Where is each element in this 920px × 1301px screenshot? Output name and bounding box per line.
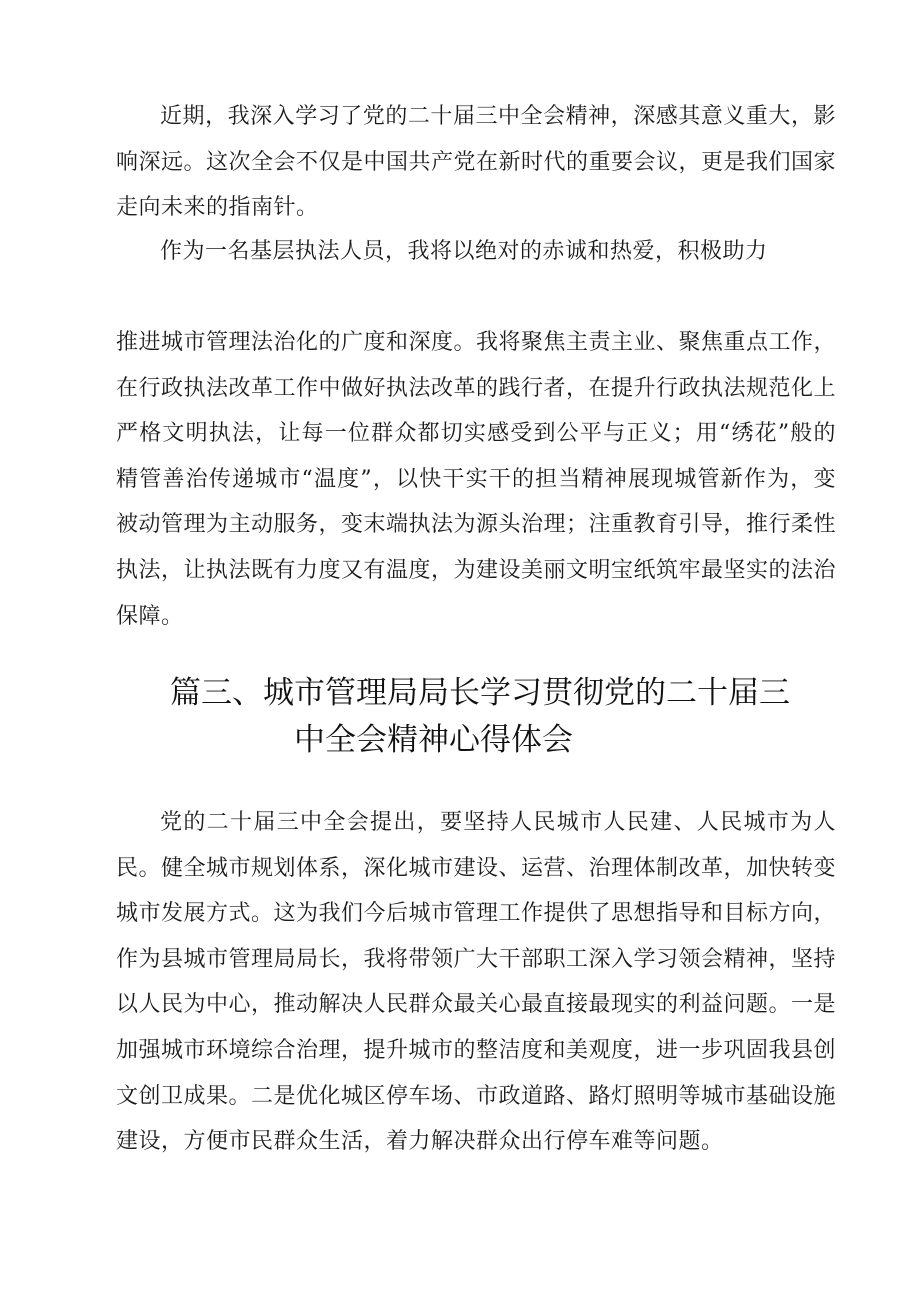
- paragraph-commitment: 推进城市管理法治化的广度和深度。我将聚焦主责主业、聚焦重点工作，在行政执法改革工作中做好执法改革的践行者，在提升行政执法规范化上严格文明执法，让每一位群众都切实感受到公平与正义；用“绣花”般的精管善治传递城市“温度”，以快干实干的担当精神展现城管新作为，变被动管理为主动服务，变末端执法为源头治理；注重教育引导，推行柔性执法，让执法既有力度又有温度，为建设美丽文明宝纸筑牢最坚实的法治保障。: [116, 330, 837, 629]
- section-heading-line-1: 篇三、城市管理局局长学习贯彻党的二十届三: [170, 675, 790, 711]
- paragraph-role: 作为一名基层执法人员，我将以绝对的赤诚和热爱，积极助力: [160, 239, 768, 264]
- section-heading-line-2: 中全会精神心得体会: [294, 722, 573, 758]
- paragraph-section-three: 党的二十届三中全会提出，要坚持人民城市人民建、人民城市为人民。健全城市规划体系，深化城市建设、运营、治理体制改革，加快转变城市发展方式。这为我们今后城市管理工作提供了思想指导和目标方向，作为县城市管理局局长，我将带领广大干部职工深入学习领会精神，坚持以人民为中心，推动解决人民群众最关心最直接最现实的利益问题。一是加强城市环境综合治理，提升城市的整洁度和美观度，进一步巩固我县创文创卫成果。二是优化城区停车场、市政道路、路灯照明等城市基础设施建设，方便市民群众生活，着力解决群众出行停车难等问题。: [116, 810, 837, 1155]
- section-heading: [170, 670, 850, 764]
- paragraph-intro: 近期，我深入学习了党的二十届三中全会精神，深感其意义重大，影响深远。这次全会不仅是中国共产党在新时代的重要会议，更是我们国家走向未来的指南针。: [116, 104, 837, 220]
